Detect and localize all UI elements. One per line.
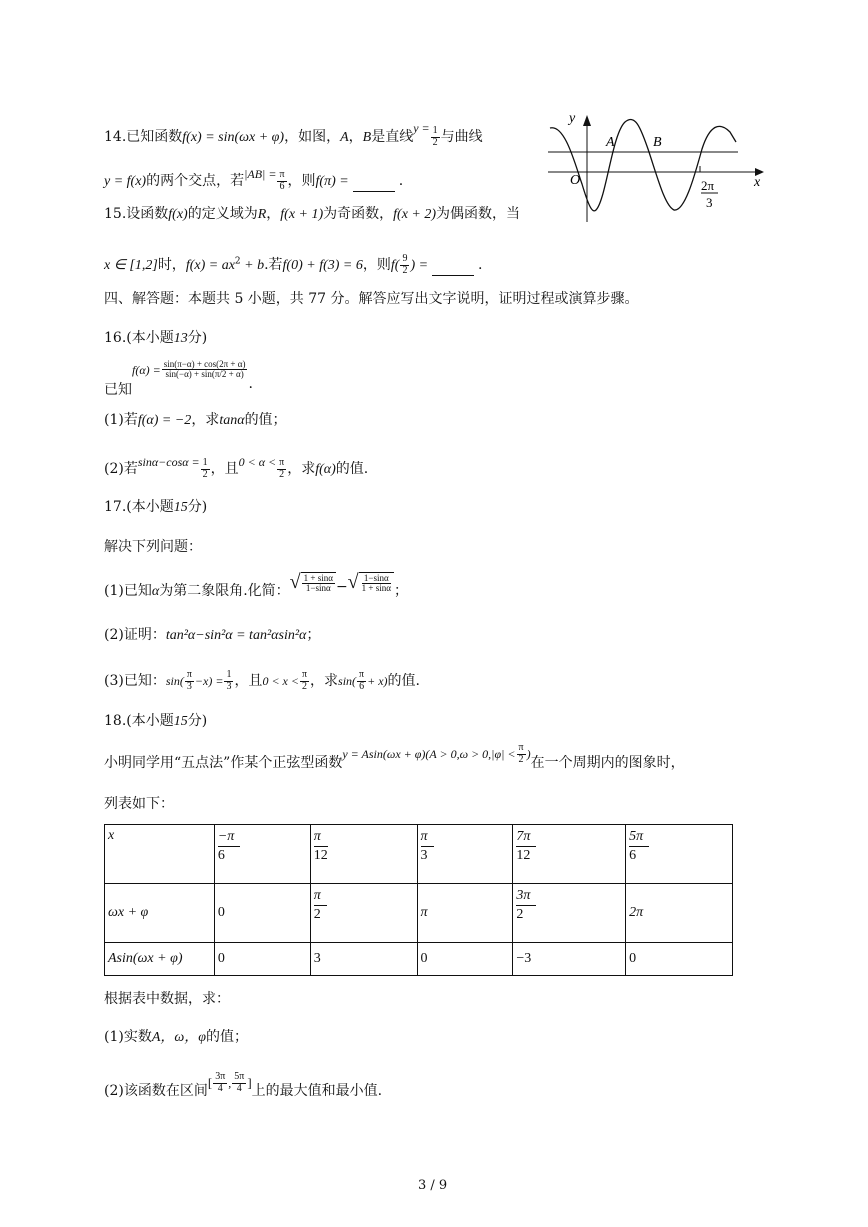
q18-line1 — [104, 742, 685, 774]
q14-fpi: f(π) = — [315, 174, 349, 189]
right-bracket: ] — [247, 1075, 252, 1090]
radical: √ — [347, 571, 359, 593]
q15-end: . — [478, 257, 483, 273]
q14-ab: |AB| = — [244, 167, 277, 181]
q17-alpha: α — [151, 583, 160, 599]
q17-pi-six — [357, 670, 366, 692]
q18-p1: 的值； — [206, 1029, 249, 1045]
numerator: π — [301, 669, 308, 680]
page-number: 3 / 9 — [418, 1178, 448, 1193]
table-cell: 0 — [417, 943, 513, 976]
q16-heading — [104, 331, 207, 346]
denominator: 1 + sinα — [361, 583, 391, 594]
q14-text: ，如图， — [284, 129, 341, 145]
tick-label-num: 2π — [701, 178, 715, 193]
q14-half — [431, 126, 440, 148]
table-label-x: x — [105, 825, 215, 884]
q18-p1-vars: A，ω，φ — [151, 1030, 207, 1045]
q18-function: y = Asin(ωx + φ)(A > 0,ω > 0,|φ| < — [342, 747, 516, 761]
table-label-phase: ωx + φ — [105, 884, 215, 943]
q15-cond: f(0) + f(3) = 6 — [282, 258, 363, 273]
numerator: 9 — [402, 253, 408, 264]
table-cell: π — [417, 884, 513, 943]
q17-p1-end: ； — [393, 582, 408, 599]
q14-answer-blank — [353, 179, 395, 192]
q15-f2: f(x + 2) — [393, 207, 437, 222]
q17-p2: (2)证明： — [104, 627, 166, 643]
denominator: 2 — [518, 753, 524, 765]
denominator: 6 — [629, 848, 637, 864]
numerator: 3π — [516, 887, 536, 906]
q17-head: 17.(本小题 — [104, 499, 174, 515]
q14-text: 与曲线 — [440, 129, 483, 145]
interval-right — [232, 1072, 246, 1094]
q15-answer-blank — [432, 263, 474, 276]
q16-p2: ，且 — [210, 461, 239, 477]
q17-frac1 — [302, 574, 335, 594]
q17-p3-range: 0 < x < — [262, 674, 299, 688]
q16-points: 13 — [173, 331, 188, 346]
q16-p1: ，求 — [191, 412, 220, 428]
table-cell — [513, 884, 626, 943]
left-bracket: [ — [207, 1075, 213, 1090]
denominator: 2 — [313, 907, 321, 923]
section-heading: 四、解答题：本题共 5 小题，共 77 分。解答应写出文字说明，证明过程或演算步骤。 — [104, 291, 639, 307]
q17-p3-sin2: sin( — [338, 674, 357, 688]
numerator: 1 — [432, 125, 438, 136]
numerator: 1 + sinα — [303, 573, 333, 583]
q16-p1-expr: f(α) = −2 — [137, 413, 192, 428]
table-cell: 0 — [214, 943, 310, 976]
q18-text: 在一个周期内的图象时， — [530, 755, 685, 771]
cell-fraction — [314, 828, 328, 865]
q15-f9: f( — [390, 258, 400, 273]
numerator: π — [518, 742, 524, 753]
q16-p2: ，求 — [287, 461, 316, 477]
numerator: 1−sinα — [363, 573, 389, 583]
table-row-phase — [105, 884, 733, 943]
q16-head: 分) — [187, 330, 208, 346]
radical: √ — [289, 571, 301, 593]
q18-text: 小明同学用“五点法”作某个正弦型函数 — [104, 755, 343, 771]
q16-p2: 的值. — [335, 461, 369, 477]
q15-text: 为偶函数，当 — [436, 206, 521, 222]
q18-part2 — [104, 1071, 383, 1099]
x-axis-label: x — [754, 175, 761, 190]
q16-def — [104, 359, 253, 398]
interval-left — [213, 1072, 227, 1094]
y-axis-arrow — [583, 115, 591, 126]
numerator: 7π — [516, 828, 536, 847]
q14-number: 14. — [104, 129, 127, 145]
q17-sqrt-1 — [290, 572, 336, 594]
sine-graph — [540, 104, 770, 226]
q14-end: . — [398, 173, 404, 189]
point-a-label: A — [606, 135, 615, 150]
denominator: 2 — [302, 680, 307, 692]
denominator: 4 — [217, 1082, 223, 1094]
table-cell — [513, 825, 626, 884]
table-cell: 0 — [626, 943, 733, 976]
denominator: 2 — [402, 264, 408, 276]
numerator: π — [186, 669, 192, 680]
q17-intro: 解决下列问题： — [104, 539, 202, 555]
denominator: 2 — [516, 907, 524, 923]
table-cell: −3 — [513, 943, 626, 976]
q16-p2-range: 0 < α < — [238, 455, 277, 469]
numerator: 5π — [234, 1071, 245, 1082]
q17-p1: (1)已知 — [104, 582, 152, 599]
q14-line-eq: y = — [413, 121, 430, 135]
q16-known: 已知 — [104, 381, 132, 398]
table-label-value: Asin(ωx + φ) — [105, 943, 215, 976]
cell-fraction — [421, 828, 434, 865]
origin-label: O — [570, 173, 581, 188]
denominator: 6 — [279, 180, 285, 192]
q14-text: 的两个交点，若 — [146, 173, 245, 189]
q17-p3-x: + x) — [367, 674, 388, 688]
q18-p2: 上的最大值和最小值. — [251, 1083, 383, 1099]
numerator: π — [421, 828, 434, 847]
q16-p2-expr: sinα−cosα = — [137, 455, 200, 469]
numerator: π — [279, 457, 285, 468]
q18-line2: 列表如下： — [104, 796, 174, 812]
q17-p2-expr: tan²α−sin²α = tan²αsin²α — [165, 628, 307, 643]
q16-pi-half — [277, 458, 286, 480]
q15-expr2: + b — [240, 258, 265, 273]
q18-points: 15 — [173, 714, 188, 729]
numerator: π — [314, 887, 327, 906]
q17-p2-end: ； — [306, 627, 321, 643]
cell-fraction — [218, 828, 240, 865]
numerator: sin(π−α) + cos(2π + α) — [163, 359, 246, 369]
numerator: 5π — [629, 828, 649, 847]
q17-pi-half — [300, 670, 309, 692]
q18-head: 18.(本小题 — [104, 713, 174, 729]
q16-part2 — [104, 455, 369, 480]
table-cell: 2π — [626, 884, 733, 943]
q15-exp: 2 — [234, 256, 241, 267]
q15-expr: f(x) = ax — [185, 258, 235, 273]
q15-fx: f(x) — [168, 207, 188, 222]
cell-fraction — [516, 828, 536, 865]
q17-part2 — [104, 628, 320, 643]
denominator: 6 — [359, 680, 365, 692]
q17-frac2 — [360, 574, 393, 594]
q15-nine-half — [400, 254, 409, 276]
q16-falpha: f(α) = — [132, 362, 161, 377]
q17-p3-sin: sin( — [165, 674, 184, 688]
denominator: 3 — [226, 680, 232, 692]
numerator: π — [359, 669, 365, 680]
q18-pi-half — [517, 743, 526, 765]
table-cell — [310, 884, 417, 943]
q15-text: ，则 — [362, 257, 391, 273]
numerator: π — [279, 169, 285, 180]
q14-function: f(x) = sin(ωx + φ) — [182, 130, 285, 145]
q18-close: ) — [526, 747, 531, 761]
denominator: 2 — [432, 136, 438, 148]
denominator: 1−sinα — [305, 583, 331, 594]
denominator: 12 — [516, 848, 531, 864]
q17-p3: 的值. — [387, 673, 420, 689]
q18-p2: (2)该函数在区间 — [104, 1083, 208, 1099]
denominator: 4 — [236, 1082, 242, 1094]
five-point-table — [104, 824, 733, 976]
interval-comma: , — [228, 1076, 232, 1090]
table-cell: 0 — [214, 884, 310, 943]
q16-fraction — [162, 360, 248, 380]
q18-after: 根据表中数据，求： — [104, 991, 230, 1007]
numerator: −π — [218, 828, 240, 847]
q15-text: 设函数 — [126, 206, 169, 222]
table-row-value — [105, 943, 733, 976]
q17-p3: ，且 — [234, 673, 263, 689]
table-cell — [214, 825, 310, 884]
q14-text: 已知函数 — [126, 129, 183, 145]
q15-comma: ， — [266, 206, 281, 222]
q16-p1: (1)若 — [104, 412, 138, 428]
q18-head: 分) — [187, 713, 208, 729]
denominator: 2 — [279, 468, 285, 480]
q16-p1: 的值； — [244, 412, 287, 428]
q14-point-b: B — [362, 130, 372, 145]
q14-line2 — [104, 167, 404, 192]
y-axis-label: y — [569, 111, 576, 126]
table-cell — [626, 825, 733, 884]
q14-line1 — [104, 121, 483, 148]
table-row-x — [105, 825, 733, 884]
table-cell — [310, 825, 417, 884]
q16-period: . — [248, 375, 253, 392]
q17-p1: 为第二象限角.化简： — [159, 582, 290, 599]
q17-part3 — [104, 670, 420, 692]
cell-fraction — [516, 887, 536, 924]
q16-p2-falpha: f(α) — [315, 462, 336, 477]
cell-fraction — [629, 828, 649, 865]
point-b-label: B — [653, 135, 662, 150]
q15-number: 15. — [104, 206, 127, 222]
q14-point-a: A — [340, 130, 349, 145]
numerator: π — [314, 828, 328, 847]
q17-minus: − — [335, 578, 348, 595]
numerator: 1 — [202, 457, 208, 468]
q16-p1-tan: tanα — [219, 413, 245, 428]
denominator: 3 — [186, 680, 192, 692]
q15-domain: x ∈ [1,2] — [104, 258, 158, 273]
q18-heading — [104, 714, 207, 729]
q17-p3: (3)已知： — [104, 673, 166, 689]
denominator: 3 — [420, 848, 428, 864]
q14-sep: ， — [348, 129, 363, 145]
table-cell — [417, 825, 513, 884]
q15-f1: f(x + 1) — [280, 207, 324, 222]
q17-pi-three — [185, 670, 194, 692]
q14-text: ，则 — [287, 173, 316, 189]
q14-text: 是直线 — [371, 129, 414, 145]
q17-one-third — [224, 670, 233, 692]
q14-curve: y = f(x) — [104, 174, 147, 189]
q16-half — [201, 458, 210, 480]
q15-text: 为奇函数， — [323, 206, 394, 222]
denominator: 6 — [217, 848, 225, 864]
numerator: 1 — [226, 669, 232, 680]
q15-f9-end: ) = — [410, 258, 429, 273]
q15-text: 的定义域为 — [187, 206, 258, 222]
table-cell: 3 — [310, 943, 417, 976]
q17-p3-eq: −x) = — [194, 674, 224, 688]
q17-points: 15 — [173, 500, 188, 515]
q17-sqrt-2 — [348, 572, 394, 594]
q15-text: 时， — [157, 257, 186, 273]
cell-fraction — [314, 887, 327, 924]
q16-p2: (2)若 — [104, 461, 138, 477]
q15-r: R — [257, 207, 267, 222]
q18-part1 — [104, 1030, 248, 1045]
q14-pi-six — [277, 170, 286, 192]
q15-line1 — [104, 207, 520, 222]
q17-head: 分) — [187, 499, 208, 515]
tick-label-den: 3 — [706, 195, 713, 210]
q17-part1 — [104, 571, 408, 599]
q15-line2 — [104, 254, 483, 276]
q17-p3: ，求 — [310, 673, 339, 689]
q16-part1 — [104, 413, 287, 428]
denominator: sin(−α) + sin(π/2 + α) — [165, 369, 244, 380]
numerator: 3π — [215, 1071, 226, 1082]
q15-text: .若 — [264, 257, 283, 273]
q17-heading — [104, 500, 207, 515]
q16-head: 16.(本小题 — [104, 330, 174, 346]
denominator: 2 — [202, 468, 208, 480]
q18-p1: (1)实数 — [104, 1029, 152, 1045]
denominator: 12 — [313, 848, 328, 864]
